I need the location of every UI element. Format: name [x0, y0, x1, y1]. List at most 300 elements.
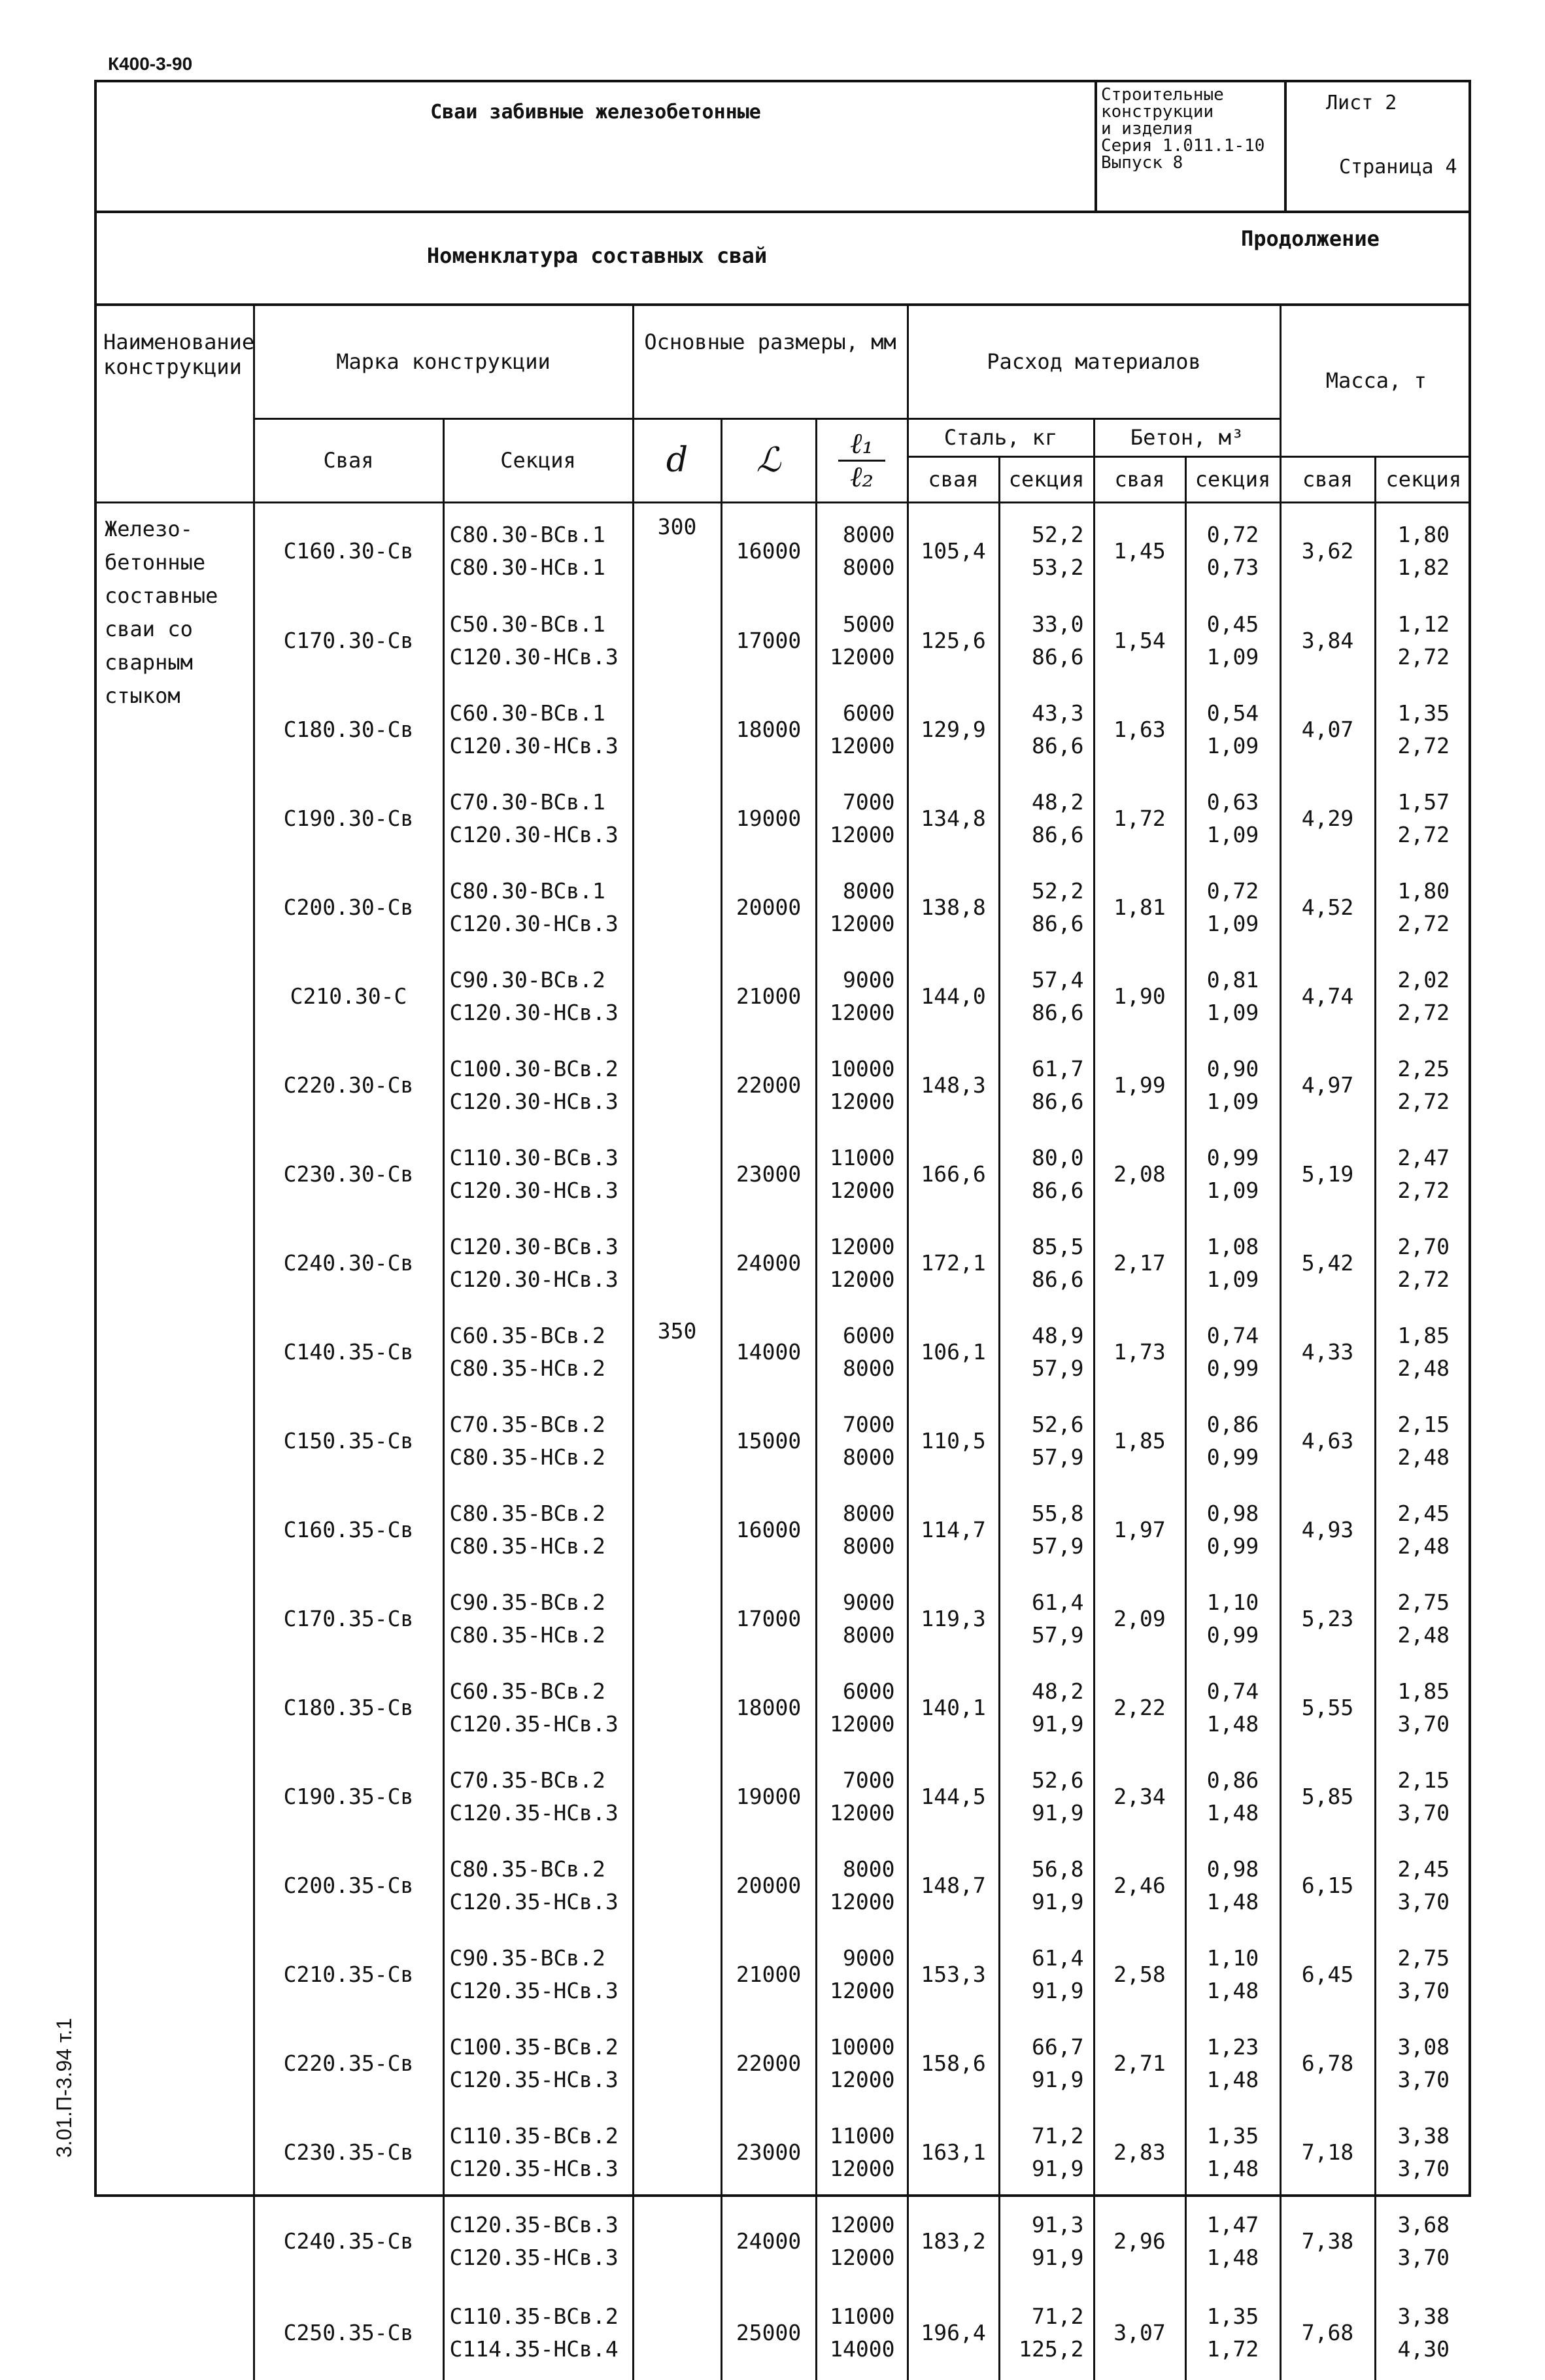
pile-mark — [254, 1752, 443, 1841]
mass-pile — [1280, 952, 1375, 1041]
steel-pile-value: 148,7 — [921, 1873, 986, 1898]
mass-sections-line-2: 3,70 — [1397, 1799, 1450, 1826]
concrete-pile — [1094, 1397, 1185, 1486]
dimension-L — [721, 502, 816, 596]
mass-sections-line-2: 2,72 — [1397, 732, 1450, 758]
section-marks-line-2: С80.35-НСв.2 — [449, 1444, 605, 1470]
section-lengths — [816, 2286, 908, 2380]
concrete-sections-line-1: 0,98 — [1206, 1500, 1259, 1526]
mass-sections-line-2: 3,70 — [1397, 1977, 1450, 2003]
steel-sections-line-2: 86,6 — [1032, 999, 1084, 1025]
concrete-sections-line-1: 0,86 — [1206, 1767, 1259, 1793]
steel-pile-value: 172,1 — [921, 1250, 986, 1276]
steel-sections-line-1: 48,9 — [1032, 1322, 1084, 1348]
dimension-L — [721, 1486, 816, 1574]
section-lengths-line-1: 12000 — [830, 2211, 895, 2237]
mass-pile — [1280, 1397, 1375, 1486]
section-lengths — [816, 1397, 908, 1486]
col-pile-header: Свая — [254, 418, 443, 502]
mass-sections — [1375, 952, 1471, 1041]
mass-sections-line-1: 2,15 — [1397, 1767, 1450, 1793]
mass-pile-value: 5,42 — [1301, 1250, 1354, 1276]
section-lengths-line-2: 12000 — [830, 2244, 895, 2270]
concrete-sections-line-1: 0,45 — [1206, 611, 1259, 637]
section-lengths-line-2: 12000 — [830, 2066, 895, 2092]
mass-sections-line-2: 2,48 — [1397, 1355, 1450, 1381]
mass-sections-line-2: 2,72 — [1397, 910, 1450, 936]
dimension-d — [633, 1130, 721, 1219]
concrete-sections-line-1: 0,72 — [1206, 521, 1259, 547]
concrete-sections — [1185, 2019, 1280, 2108]
dimension-L-value: 21000 — [736, 1962, 802, 1987]
sheet-number: Лист 2 — [1326, 92, 1397, 114]
mass-sections — [1375, 1041, 1471, 1130]
table-row — [97, 1130, 1471, 1219]
l2-symbol: ℓ₂ — [850, 460, 874, 494]
section-lengths-line-2: 12000 — [830, 643, 895, 670]
section-marks-line-2: С120.30-НСв.3 — [449, 732, 619, 758]
mass-sections-line-2: 2,72 — [1397, 1088, 1450, 1114]
pile-mark — [254, 2286, 443, 2380]
section-marks-line-2: С120.35-НСв.3 — [449, 1888, 619, 1914]
side-document-code: 3.01.П-3.94 т.1 — [52, 2018, 76, 2158]
col-section-header: Секция — [443, 418, 633, 502]
section-marks-line-2: С120.35-НСв.3 — [449, 1710, 619, 1737]
concrete-sections-line-2: 1,48 — [1206, 2155, 1259, 2181]
dimension-L — [721, 863, 816, 952]
section-lengths-line-2: 12000 — [830, 1799, 895, 1826]
pile-mark — [254, 685, 443, 774]
concrete-pile-value: 2,46 — [1113, 1873, 1166, 1898]
concrete-sections-line-2: 1,48 — [1206, 2066, 1259, 2092]
dimension-L — [721, 2197, 816, 2286]
steel-sections-line-1: 52,6 — [1032, 1767, 1084, 1793]
table-row — [97, 1041, 1471, 1130]
steel-sections — [999, 1219, 1094, 1308]
concrete-section-header: секция — [1185, 456, 1280, 502]
concrete-sections — [1185, 1041, 1280, 1130]
mass-sections-line-2: 2,72 — [1397, 643, 1450, 670]
pile-mark-value: С190.35-Св — [283, 1784, 414, 1809]
steel-sections-line-1: 33,0 — [1032, 611, 1084, 637]
pile-mark — [254, 1574, 443, 1663]
col-name-header: Наименование конструкции — [97, 306, 254, 502]
pile-mark — [254, 2197, 443, 2286]
section-marks — [443, 1041, 633, 1130]
mass-sections — [1375, 596, 1471, 685]
section-marks-line-1: С70.30-ВСв.1 — [449, 789, 605, 815]
section-marks-line-1: С50.30-ВСв.1 — [449, 611, 605, 637]
section-lengths-line-2: 12000 — [830, 1266, 895, 1292]
section-marks-line-1: С100.35-ВСв.2 — [449, 2033, 619, 2060]
section-lengths-line-2: 8000 — [843, 554, 895, 580]
mass-pile — [1280, 1574, 1375, 1663]
concrete-sections — [1185, 1397, 1280, 1486]
mass-sections-line-1: 1,12 — [1397, 611, 1450, 637]
steel-sections — [999, 596, 1094, 685]
dimension-L-value: 24000 — [736, 1250, 802, 1276]
concrete-pile-value: 1,85 — [1113, 1428, 1166, 1454]
steel-sections-line-1: 56,8 — [1032, 1856, 1084, 1882]
mass-sections-line-1: 1,80 — [1397, 521, 1450, 547]
section-marks — [443, 1486, 633, 1574]
mass-sections-line-2: 2,72 — [1397, 999, 1450, 1025]
mass-sections-line-1: 1,57 — [1397, 789, 1450, 815]
concrete-sections-line-2: 1,09 — [1206, 999, 1259, 1025]
table-row — [97, 863, 1471, 952]
section-lengths-line-2: 12000 — [830, 1088, 895, 1114]
steel-sections — [999, 1486, 1094, 1574]
steel-pile — [908, 1041, 999, 1130]
table-row — [97, 502, 1471, 596]
concrete-sections-line-2: 1,09 — [1206, 910, 1259, 936]
concrete-sections — [1185, 774, 1280, 863]
mass-pile — [1280, 863, 1375, 952]
l1-symbol: ℓ₁ — [838, 428, 885, 462]
dimension-L-value: 22000 — [736, 2050, 802, 2076]
pile-mark — [254, 1308, 443, 1397]
dimension-L-value: 19000 — [736, 1784, 802, 1809]
section-lengths-line-1: 8000 — [843, 1856, 895, 1882]
dimension-L-value: 24000 — [736, 2228, 802, 2254]
mass-sections — [1375, 2108, 1471, 2197]
mass-pile-value: 6,45 — [1301, 1962, 1354, 1987]
concrete-pile — [1094, 502, 1185, 596]
dimension-L — [721, 952, 816, 1041]
concrete-pile-value: 1,97 — [1113, 1517, 1166, 1542]
section-marks-line-1: С90.35-ВСв.2 — [449, 1945, 605, 1971]
section-lengths — [816, 1841, 908, 1930]
concrete-sections — [1185, 1663, 1280, 1752]
mass-sections — [1375, 1219, 1471, 1308]
table-row — [97, 1574, 1471, 1663]
steel-pile — [908, 1308, 999, 1397]
section-marks-line-1: С120.35-ВСв.3 — [449, 2211, 619, 2237]
steel-sections-line-2: 86,6 — [1032, 910, 1084, 936]
steel-sections-line-1: 52,2 — [1032, 877, 1084, 904]
group-name — [97, 502, 254, 2380]
section-marks-line-2: С120.35-НСв.3 — [449, 2066, 619, 2092]
pile-mark — [254, 502, 443, 596]
concrete-sections-line-1: 1,10 — [1206, 1945, 1259, 1971]
mass-pile — [1280, 502, 1375, 596]
section-lengths — [816, 2019, 908, 2108]
concrete-pile — [1094, 1930, 1185, 2019]
concrete-sections-line-2: 1,48 — [1206, 2244, 1259, 2270]
mass-pile-header: свая — [1280, 456, 1375, 502]
pile-mark — [254, 952, 443, 1041]
section-marks-line-1: С120.30-ВСв.3 — [449, 1233, 619, 1259]
concrete-sections — [1185, 1574, 1280, 1663]
document-title: Сваи забивные железобетонные — [97, 82, 1097, 213]
concrete-sections-line-1: 0,63 — [1206, 789, 1259, 815]
pile-mark-value: С210.30-С — [290, 983, 407, 1009]
concrete-sections-line-2: 1,48 — [1206, 1799, 1259, 1826]
dimension-L — [721, 1930, 816, 2019]
steel-pile — [908, 1219, 999, 1308]
dimension-L-value: 19000 — [736, 806, 802, 831]
section-marks — [443, 1574, 633, 1663]
steel-pile-value: 106,1 — [921, 1339, 986, 1365]
concrete-sections-line-2: 1,09 — [1206, 643, 1259, 670]
steel-pile-value: 134,8 — [921, 806, 986, 831]
section-lengths — [816, 1308, 908, 1397]
dimension-d — [633, 1574, 721, 1663]
section-lengths-line-1: 6000 — [843, 1678, 895, 1704]
steel-sections — [999, 952, 1094, 1041]
dimension-L — [721, 2019, 816, 2108]
page-number: Страница 4 — [1339, 156, 1457, 178]
concrete-pile-value: 2,83 — [1113, 2139, 1166, 2165]
mass-pile-value: 3,62 — [1301, 538, 1354, 564]
mass-sections-line-1: 1,35 — [1397, 700, 1450, 726]
group-name-text: Железо- бетонные составные сваи со сварным стыком — [105, 516, 218, 708]
dimension-d — [633, 502, 721, 596]
mass-pile-value: 7,18 — [1301, 2139, 1354, 2165]
steel-sections — [999, 1397, 1094, 1486]
steel-sections-line-1: 55,8 — [1032, 1500, 1084, 1526]
steel-pile — [908, 1930, 999, 2019]
steel-pile-value: 138,8 — [921, 894, 986, 920]
concrete-sections-line-1: 1,35 — [1206, 2122, 1259, 2149]
section-marks-line-2: С120.35-НСв.3 — [449, 1799, 619, 1826]
steel-sections — [999, 1930, 1094, 2019]
concrete-sections-line-2: 1,09 — [1206, 1177, 1259, 1203]
section-marks-line-1: С70.35-ВСв.2 — [449, 1767, 605, 1793]
mass-sections-line-1: 1,80 — [1397, 877, 1450, 904]
concrete-sections-line-2: 1,09 — [1206, 732, 1259, 758]
col-materials-header: Расход материалов — [908, 306, 1280, 418]
mass-sections-line-2: 3,70 — [1397, 2155, 1450, 2181]
section-lengths — [816, 1041, 908, 1130]
mass-sections-line-2: 2,72 — [1397, 821, 1450, 847]
mass-sections — [1375, 2197, 1471, 2286]
section-lengths — [816, 502, 908, 596]
mass-sections-line-2: 3,70 — [1397, 2066, 1450, 2092]
concrete-pile-value: 2,08 — [1113, 1161, 1166, 1187]
mass-pile-value: 4,52 — [1301, 894, 1354, 920]
mass-pile-value: 4,63 — [1301, 1428, 1354, 1454]
section-lengths-line-2: 12000 — [830, 821, 895, 847]
dimension-L-value: 16000 — [736, 538, 802, 564]
col-dims-header: Основные размеры, мм — [633, 306, 908, 418]
section-lengths-line-2: 12000 — [830, 910, 895, 936]
section-marks-line-1: С110.35-ВСв.2 — [449, 2303, 619, 2329]
section-marks — [443, 1308, 633, 1397]
pile-mark-value: С220.30-Св — [283, 1072, 414, 1098]
section-marks — [443, 774, 633, 863]
mass-pile — [1280, 1308, 1375, 1397]
pile-mark-value: С200.30-Св — [283, 894, 414, 920]
pile-mark-value: С240.30-Св — [283, 1250, 414, 1276]
mass-pile-value: 4,33 — [1301, 1339, 1354, 1365]
section-lengths-line-2: 12000 — [830, 2155, 895, 2181]
section-lengths-line-1: 10000 — [830, 1055, 895, 1081]
title-block — [97, 82, 1469, 213]
mass-sections-line-1: 1,85 — [1397, 1678, 1450, 1704]
mass-sections-line-1: 3,38 — [1397, 2303, 1450, 2329]
mass-pile-value: 4,74 — [1301, 983, 1354, 1009]
concrete-sections — [1185, 685, 1280, 774]
section-marks-line-1: С90.35-ВСв.2 — [449, 1589, 605, 1615]
steel-sections-line-2: 86,6 — [1032, 732, 1084, 758]
section-lengths-line-1: 9000 — [843, 1945, 895, 1971]
section-lengths-line-1: 6000 — [843, 1322, 895, 1348]
mass-pile-value: 5,23 — [1301, 1606, 1354, 1631]
section-lengths — [816, 1219, 908, 1308]
concrete-sections — [1185, 1930, 1280, 2019]
section-marks — [443, 2108, 633, 2197]
concrete-sections-line-1: 0,81 — [1206, 966, 1259, 993]
nomenclature-table — [97, 306, 1471, 2380]
table-row — [97, 1752, 1471, 1841]
section-lengths — [816, 1930, 908, 2019]
dimension-d — [633, 1219, 721, 1308]
steel-pile — [908, 1397, 999, 1486]
mass-sections — [1375, 1663, 1471, 1752]
section-lengths-line-2: 12000 — [830, 1977, 895, 2003]
concrete-pile — [1094, 863, 1185, 952]
mass-sections-line-2: 2,48 — [1397, 1533, 1450, 1559]
mass-pile-value: 5,19 — [1301, 1161, 1354, 1187]
dimension-L — [721, 2108, 816, 2197]
concrete-pile — [1094, 1752, 1185, 1841]
steel-sections-line-2: 86,6 — [1032, 1088, 1084, 1114]
section-lengths-line-1: 12000 — [830, 1233, 895, 1259]
dimension-d — [633, 774, 721, 863]
section-marks-line-1: С80.35-ВСв.2 — [449, 1500, 605, 1526]
section-marks-line-2: С120.35-НСв.3 — [449, 2155, 619, 2181]
steel-pile-value: 166,6 — [921, 1161, 986, 1187]
steel-pile-value: 110,5 — [921, 1428, 986, 1454]
mass-pile — [1280, 1841, 1375, 1930]
section-lengths-line-1: 7000 — [843, 789, 895, 815]
mass-sections — [1375, 1752, 1471, 1841]
steel-sections — [999, 1663, 1094, 1752]
pile-mark — [254, 774, 443, 863]
dimension-d — [633, 2286, 721, 2380]
concrete-sections-line-1: 1,23 — [1206, 2033, 1259, 2060]
mass-sections-line-1: 1,85 — [1397, 1322, 1450, 1348]
mass-sections — [1375, 1130, 1471, 1219]
steel-sections — [999, 774, 1094, 863]
pile-mark-value: С210.35-Св — [283, 1962, 414, 1987]
mass-sections-line-1: 2,02 — [1397, 966, 1450, 993]
steel-pile-value: 144,0 — [921, 983, 986, 1009]
mass-sections-line-2: 1,82 — [1397, 554, 1450, 580]
section-marks-line-2: С120.35-НСв.3 — [449, 2244, 619, 2270]
table-row — [97, 596, 1471, 685]
concrete-pile-value: 2,58 — [1113, 1962, 1166, 1987]
concrete-pile — [1094, 952, 1185, 1041]
concrete-sections — [1185, 863, 1280, 952]
section-lengths-line-1: 8000 — [843, 877, 895, 904]
series-line: Строительные — [1101, 86, 1224, 103]
dimension-L-value: 18000 — [736, 717, 802, 742]
mass-sections-line-2: 2,72 — [1397, 1177, 1450, 1203]
col-mark-header: Марка конструкции — [254, 306, 633, 418]
steel-pile-value: 196,4 — [921, 2320, 986, 2345]
concrete-sections-line-2: 0,99 — [1206, 1444, 1259, 1470]
mass-sections-line-2: 2,72 — [1397, 1266, 1450, 1292]
col-d-header: d — [633, 418, 721, 502]
steel-pile — [908, 685, 999, 774]
section-marks — [443, 2019, 633, 2108]
steel-sections — [999, 1130, 1094, 1219]
section-lengths — [816, 2108, 908, 2197]
concrete-sections-line-1: 1,10 — [1206, 1589, 1259, 1615]
table-title: Номенклатура составных свай — [426, 243, 768, 268]
dimension-L — [721, 1308, 816, 1397]
section-lengths-line-2: 8000 — [843, 1355, 895, 1381]
mass-sections — [1375, 685, 1471, 774]
pile-mark — [254, 1930, 443, 2019]
dimension-d — [633, 863, 721, 952]
dimension-L — [721, 1219, 816, 1308]
concrete-sections — [1185, 596, 1280, 685]
section-marks-line-1: С100.30-ВСв.2 — [449, 1055, 619, 1081]
section-lengths-line-1: 8000 — [843, 1500, 895, 1526]
steel-sections-line-2: 86,6 — [1032, 1177, 1084, 1203]
steel-sections-line-2: 91,9 — [1032, 1888, 1084, 1914]
section-lengths-line-2: 12000 — [830, 1177, 895, 1203]
concrete-sections — [1185, 1130, 1280, 1219]
dimension-L-value: 18000 — [736, 1695, 802, 1720]
table-row — [97, 1397, 1471, 1486]
dimension-L — [721, 1574, 816, 1663]
steel-sections — [999, 863, 1094, 952]
section-lengths-line-1: 11000 — [830, 2303, 895, 2329]
section-lengths — [816, 2197, 908, 2286]
dimension-L-value: 21000 — [736, 983, 802, 1009]
steel-sections — [999, 1752, 1094, 1841]
pile-mark-value: С200.35-Св — [283, 1873, 414, 1898]
section-marks — [443, 685, 633, 774]
section-lengths — [816, 596, 908, 685]
dimension-d — [633, 2108, 721, 2197]
section-lengths — [816, 1486, 908, 1574]
dimension-L-value: 17000 — [736, 1606, 802, 1631]
concrete-pile — [1094, 2286, 1185, 2380]
dimension-L-value: 20000 — [736, 894, 802, 920]
section-lengths-line-1: 9000 — [843, 1589, 895, 1615]
concrete-sections-line-2: 0,99 — [1206, 1533, 1259, 1559]
steel-sections-line-1: 57,4 — [1032, 966, 1084, 993]
table-row — [97, 2019, 1471, 2108]
steel-pile — [908, 774, 999, 863]
table-row — [97, 1841, 1471, 1930]
section-lengths-line-1: 11000 — [830, 1144, 895, 1170]
steel-pile-value: 114,7 — [921, 1517, 986, 1542]
section-lengths — [816, 1130, 908, 1219]
steel-sections-line-2: 91,9 — [1032, 2066, 1084, 2092]
mass-pile — [1280, 2286, 1375, 2380]
steel-section-header: секция — [999, 456, 1094, 502]
concrete-sections-line-2: 1,48 — [1206, 1710, 1259, 1737]
mass-sections — [1375, 2286, 1471, 2380]
section-lengths — [816, 1663, 908, 1752]
mass-section-header: секция — [1375, 456, 1471, 502]
concrete-sections-line-1: 1,35 — [1206, 2303, 1259, 2329]
pile-mark-value: С250.35-Св — [283, 2320, 414, 2345]
mass-pile — [1280, 2019, 1375, 2108]
pile-mark — [254, 1486, 443, 1574]
concrete-sections-line-2: 1,09 — [1206, 1266, 1259, 1292]
concrete-pile — [1094, 1219, 1185, 1308]
section-marks — [443, 2197, 633, 2286]
mass-pile-value: 7,68 — [1301, 2320, 1354, 2345]
concrete-sections — [1185, 952, 1280, 1041]
